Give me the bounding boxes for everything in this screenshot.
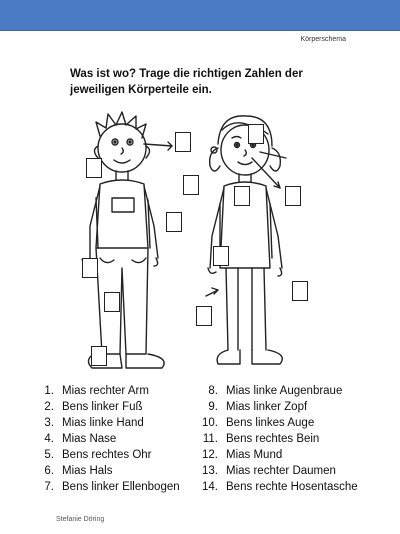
answer-box[interactable] xyxy=(248,124,264,144)
list-item: 7. Bens linker Ellenbogen xyxy=(44,481,180,493)
answer-box[interactable] xyxy=(234,186,250,206)
answer-box[interactable] xyxy=(166,212,182,232)
list-item: 10. Bens linkes Auge xyxy=(202,417,315,429)
answer-box[interactable] xyxy=(104,292,120,312)
list-item: 4. Mias Nase xyxy=(44,433,117,445)
list-item: 6. Mias Hals xyxy=(44,465,113,477)
list-item: 13. Mias rechter Daumen xyxy=(202,465,336,477)
list-item: 9. Mias linker Zopf xyxy=(208,401,308,413)
answer-box[interactable] xyxy=(285,186,301,206)
answer-box[interactable] xyxy=(213,246,229,266)
answer-box[interactable] xyxy=(91,346,107,366)
list-item: 11. Bens rechtes Bein xyxy=(202,433,320,445)
list-item: 5. Bens rechtes Ohr xyxy=(44,449,152,461)
list-item: 1. Mias rechter Arm xyxy=(44,385,149,397)
body-parts-list-left xyxy=(38,383,180,495)
children-illustration xyxy=(60,108,350,378)
answer-box[interactable] xyxy=(196,306,212,326)
answer-box[interactable] xyxy=(183,175,199,195)
answer-box[interactable] xyxy=(86,158,102,178)
list-item: 2. Bens linker Fuß xyxy=(44,401,143,413)
header-bar xyxy=(0,0,400,31)
list-item: 14. Bens rechte Hosentasche xyxy=(202,481,358,493)
answer-box[interactable] xyxy=(82,258,98,278)
author-footer: Stefanie Döring xyxy=(56,516,105,523)
body-parts-list-right xyxy=(196,383,358,495)
answer-box[interactable] xyxy=(175,132,191,152)
answer-box[interactable] xyxy=(292,281,308,301)
girl-figure xyxy=(208,116,282,364)
header-label: Körperschema xyxy=(300,36,346,43)
list-item: 8. Mias linke Augenbraue xyxy=(208,385,343,397)
list-item: 12. Mias Mund xyxy=(202,449,283,461)
instructions-text: Was ist wo? Trage die richtigen Zahlen der jeweiligen Körperteile ein. xyxy=(70,68,303,96)
list-item: 3. Mias linke Hand xyxy=(44,417,144,429)
boy-figure xyxy=(88,112,164,368)
